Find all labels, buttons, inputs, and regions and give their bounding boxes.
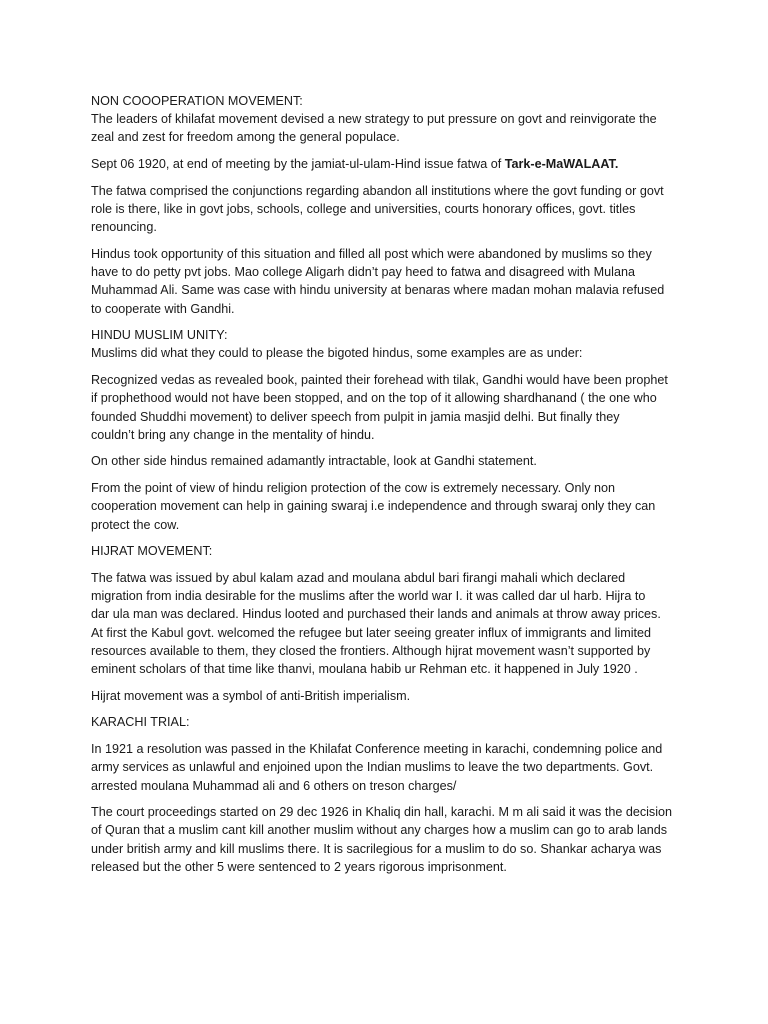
paragraph-karachi-heading — [91, 713, 691, 731]
paragraph-hindus-intractable — [91, 452, 691, 470]
text-line: The fatwa was issued by abul kalam azad and moulana abdul bari firangi mahali which declared — [91, 570, 626, 585]
heading-hindu-muslim-unity: HINDU MUSLIM UNITY: — [91, 328, 228, 343]
text-line: The leaders of khilafat movement devised a new strategy to put pressure on govt and reinvigorate the — [91, 112, 657, 127]
text-line: couldn’t bring any change in the mentality of hindu. — [91, 427, 375, 442]
paragraph-hijrat-symbol — [91, 687, 691, 705]
paragraph-hijrat-heading — [91, 542, 691, 560]
text-line: founded Shuddhi movement) to deliver speech from pulpit in jamia masjid delhi. But finally they — [91, 409, 620, 424]
text-line: Muhammad Ali. Same was case with hindu university at benaras where madan mohan malavia refused — [91, 283, 665, 298]
text-line: protect the cow. — [91, 517, 180, 532]
text-line: of Quran that a muslim cant kill another muslim without any charges how a muslim can go to arab lands — [91, 823, 668, 838]
text-line: migration from india desirable for the muslims after the world war I. it was called dar ul harb. Hijra to — [91, 589, 646, 604]
text-line: under british army and kill muslims there. It is sacrilegious for a muslim to do so. Shankar acharya was — [91, 841, 662, 856]
text-line: The court proceedings started on 29 dec 1926 in Khaliq din hall, karachi. M m ali said it was the decision — [91, 805, 673, 820]
paragraph-fatwa-conjunctions — [91, 182, 691, 237]
paragraph-examples — [91, 371, 691, 444]
text-line: arrested moulana Muhammad ali and 6 others on treson charges/ — [91, 778, 457, 793]
paragraph-court-proceedings — [91, 803, 691, 876]
text-line — [91, 155, 691, 173]
text-line: army services as unlawful and enjoined upon the Indian muslims to leave the two departments. Govt. — [91, 760, 654, 775]
text-line: renouncing. — [91, 220, 157, 235]
text-line: to cooperate with Gandhi. — [91, 301, 235, 316]
paragraph-hijrat-fatwa — [91, 569, 691, 678]
heading-hijrat-movement: HIJRAT MOVEMENT: — [91, 544, 213, 559]
text-line: From the point of view of hindu religion protection of the cow is extremely necessary. Only non — [91, 481, 616, 496]
heading-non-cooperation: NON COOOPERATION MOVEMENT: — [91, 94, 303, 108]
text-line: resources available to them, they closed the frontiers. Although hijrat movement wasn’t supported by — [91, 643, 651, 658]
text-line: have to do petty pvt jobs. Mao college Aligarh didn’t pay heed to fatwa and disagreed with Mulana — [91, 265, 635, 280]
text-line: cooperation movement can help in gaining swaraj i.e independence and through swaraj only they can — [91, 499, 656, 514]
text-line: Hijrat movement was a symbol of anti-British imperialism. — [91, 688, 411, 703]
document-page — [91, 92, 691, 885]
text-line: dar ula man was declared. Hindus looted and purchased their lands and animals at throw away prices. — [91, 607, 661, 622]
text-line: zeal and zest for freedom among the general populace. — [91, 130, 400, 145]
bold-term: Tark-e-MaWALAAT. — [504, 157, 619, 172]
text-line: At first the Kabul govt. welcomed the refugee but later seeing greater influx of immigrants and limited — [91, 625, 652, 640]
text-line: Muslims did what they could to please the bigoted hindus, some examples are as under: — [91, 346, 583, 361]
text-line: role is there, like in govt jobs, schools, college and universities, courts honorary offices, govt. titles — [91, 202, 636, 217]
text-line: eminent scholars of that time like thanvi, moulana habib ur Rehman etc. it happened in July 1920 . — [91, 661, 638, 676]
paragraph-hindu-muslim-unity — [91, 326, 691, 362]
text-line: The fatwa comprised the conjunctions regarding abandon all institutions where the govt funding or govt — [91, 183, 664, 198]
paragraph-gandhi-statement — [91, 479, 691, 534]
paragraph-non-cooperation — [91, 92, 691, 147]
heading-karachi-trial: KARACHI TRIAL: — [91, 715, 190, 730]
text-line: Hindus took opportunity of this situation and filled all post which were abandoned by muslims so they — [91, 246, 652, 261]
text-line: released but the other 5 were sentenced to 2 years rigorous imprisonment. — [91, 859, 507, 874]
paragraph-fatwa-date — [91, 155, 691, 173]
text-line: if prophethood would not have been stopped, and on the top of it allowing shardhanand ( the one who — [91, 391, 657, 406]
paragraph-karachi-resolution — [91, 740, 691, 795]
text-line: On other side hindus remained adamantly intractable, look at Gandhi statement. — [91, 454, 537, 469]
text-line: Recognized vedas as revealed book, painted their forehead with tilak, Gandhi would have been prophet — [91, 373, 668, 388]
paragraph-hindus-opportunity — [91, 245, 691, 318]
text-line: In 1921 a resolution was passed in the Khilafat Conference meeting in karachi, condemning police and — [91, 742, 663, 757]
text-span: Sept 06 1920, at end of meeting by the jamiat-ul-ulam-Hind issue fatwa of — [91, 157, 505, 172]
